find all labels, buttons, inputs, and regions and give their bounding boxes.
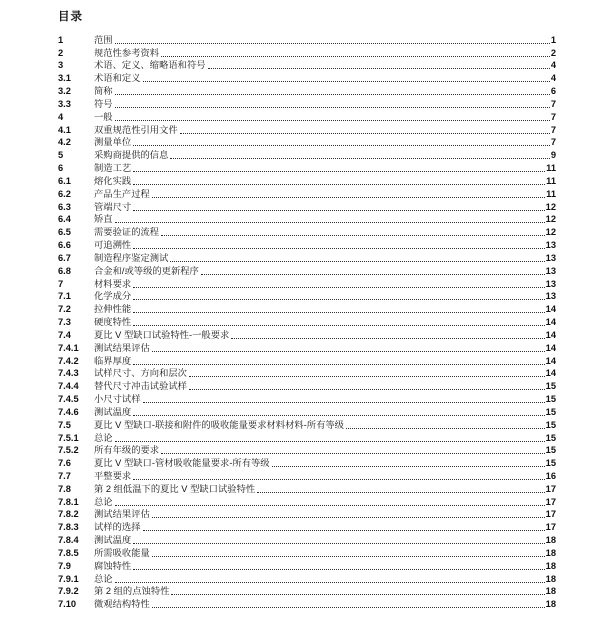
toc-entry-page: 1 [550,34,556,45]
dot-leader [115,441,545,442]
dot-leader [161,453,545,454]
toc-entry [58,315,556,328]
toc-entry-number: 6.3 [58,201,71,212]
toc-entry-page: 14 [545,329,556,340]
toc-entry-page: 18 [545,560,556,571]
toc-entry-title: 总论 [94,573,113,584]
toc-entry-title: 试样的选择 [94,522,141,533]
toc-entry-page: 13 [545,252,556,263]
toc-entry [58,392,556,405]
toc-entry-title: 夏比 V 型缺口-联接和附件的吸收能量要求材料材料-所有等级 [94,419,344,430]
toc-entry-number: 3.3 [58,98,71,109]
toc-entry-number: 7 [58,278,64,289]
toc-entry [58,290,556,303]
dot-leader [115,107,550,108]
toc-entry-number: 6.1 [58,175,71,186]
toc-entry-title: 化学成分 [94,291,132,302]
toc-entry-page: 15 [545,381,556,392]
dot-leader [231,338,544,339]
toc-entry-title: 测试结果评估 [94,509,150,520]
dot-leader [161,235,545,236]
toc-entry-number: 7.10 [58,599,77,610]
toc-entry-page: 12 [545,201,556,212]
toc-entry-page: 17 [545,509,556,520]
toc-entry-page: 4 [550,73,556,84]
toc-entry-number: 6.4 [58,214,71,225]
dot-leader [133,325,544,326]
dot-leader [152,517,545,518]
dot-leader [133,171,545,172]
toc-entry-page: 18 [545,547,556,558]
toc-entry [58,200,556,213]
toc-entry-title: 所有年级的要求 [94,445,160,456]
toc-list [58,33,556,610]
toc-entry-number: 5 [58,150,64,161]
toc-entry-page: 15 [545,458,556,469]
toc-entry [58,482,556,495]
toc-entry-page: 4 [550,60,556,71]
toc-entry-title: 硬度特性 [94,317,132,328]
toc-entry-title: 一般 [94,111,113,122]
dot-leader [133,543,544,544]
toc-entry [58,431,556,444]
toc-entry-title: 腐蚀特性 [94,560,132,571]
toc-entry-title: 符号 [94,98,113,109]
toc-entry [58,174,556,187]
toc-entry-number: 7.9.2 [58,586,79,597]
toc-entry-title: 总论 [94,496,113,507]
toc-entry [58,597,556,610]
toc-entry-number: 3.1 [58,73,71,84]
dot-leader [115,43,550,44]
toc-entry-page: 18 [545,599,556,610]
toc-entry [58,559,556,572]
dot-leader [346,428,545,429]
toc-entry-page: 15 [545,419,556,430]
toc-entry-title: 平整要求 [94,470,132,481]
toc-entry-title: 管端尺寸 [94,201,132,212]
toc-entry-title: 合金和/或等级的更新程序 [94,265,199,276]
toc-entry-page: 13 [545,278,556,289]
toc-entry [58,418,556,431]
toc-entry-page: 13 [545,240,556,251]
dot-leader [133,184,545,185]
toc-entry-number: 7.5.1 [58,432,79,443]
toc-entry-title: 需要验证的流程 [94,227,160,238]
dot-leader [170,158,549,159]
toc-entry-number: 6.8 [58,265,71,276]
toc-entry [58,367,556,380]
toc-entry-page: 14 [545,368,556,379]
toc-entry-page: 7 [550,137,556,148]
dot-leader [143,530,545,531]
dot-leader [115,505,545,506]
toc-entry-title: 小尺寸试样 [94,394,141,405]
toc-entry-title: 所需吸收能量 [94,547,150,558]
dot-leader [208,68,550,69]
toc-entry-page: 14 [545,317,556,328]
dot-leader [133,312,544,313]
toc-entry-page: 17 [545,483,556,494]
toc-entry [58,277,556,290]
toc-entry-title: 产品生产过程 [94,188,150,199]
toc-entry [58,110,556,123]
toc-entry-title: 测量单位 [94,137,132,148]
toc-entry-number: 7.8.4 [58,535,79,546]
toc-entry-title: 夏比 V 型缺口试验特性-一般要求 [94,329,230,340]
dot-leader [115,120,550,121]
dot-leader [133,287,544,288]
toc-entry-number: 7.8 [58,483,71,494]
toc-entry-title: 总论 [94,432,113,443]
toc-entry-title: 制造程序鉴定测试 [94,252,169,263]
toc-entry-number: 7.6 [58,458,71,469]
toc-entry-number: 7.4 [58,329,71,340]
toc-entry-number: 7.4.3 [58,368,79,379]
toc-entry [58,546,556,559]
toc-entry [58,251,556,264]
toc-entry-number: 7.9.1 [58,573,79,584]
toc-entry-title: 夏比 V 型缺口-管材吸收能量要求-所有等级 [94,458,270,469]
dot-leader [170,261,544,262]
toc-entry [58,520,556,533]
toc-entry-title: 采购商提供的信息 [94,150,169,161]
dot-leader [152,556,545,557]
toc-entry-number: 7.8.2 [58,509,79,520]
toc-entry-title: 测试温度 [94,535,132,546]
toc-entry [58,405,556,418]
toc-entry-page: 17 [545,522,556,533]
dot-leader [133,479,544,480]
toc-entry-number: 7.4.6 [58,406,79,417]
toc-entry-page: 7 [550,98,556,109]
toc-entry [58,572,556,585]
dot-leader [133,248,544,249]
toc-entry-number: 7.1 [58,291,71,302]
toc-entry-number: 7.5 [58,419,71,430]
toc-entry-title: 拉伸性能 [94,304,132,315]
toc-entry-number: 3 [58,60,64,71]
toc-entry-page: 18 [545,573,556,584]
toc-entry-page: 2 [550,47,556,58]
toc-entry-number: 2 [58,47,64,58]
dot-leader [189,376,545,377]
toc-entry-number: 6.6 [58,240,71,251]
toc-entry-number: 7.9 [58,560,71,571]
toc-entry-number: 3.2 [58,86,71,97]
toc-entry-page: 13 [545,291,556,302]
toc-entry-title: 简称 [94,86,113,97]
toc-entry-page: 13 [545,265,556,276]
dot-leader [189,389,545,390]
dot-leader [143,81,550,82]
toc-entry [58,59,556,72]
toc-entry-page: 12 [545,227,556,238]
toc-entry-number: 6 [58,163,64,174]
toc-entry-title: 双重规范性引用文件 [94,124,178,135]
toc-entry [58,341,556,354]
toc-entry-page: 11 [546,188,556,199]
toc-entry [58,264,556,277]
toc-entry-number: 7.8.1 [58,496,79,507]
toc-entry-number: 7.8.3 [58,522,79,533]
toc-entry-title: 术语、定义、缩略语和符号 [94,60,206,71]
toc-entry-title: 制造工艺 [94,163,132,174]
toc-entry-number: 1 [58,34,64,45]
toc-entry-title: 术语和定义 [94,73,141,84]
toc-entry-title: 可追溯性 [94,240,132,251]
toc-entry [58,469,556,482]
dot-leader [143,402,545,403]
toc-entry [58,46,556,59]
toc-entry-page: 9 [550,150,556,161]
toc-entry [58,585,556,598]
toc-entry [58,84,556,97]
toc-entry [58,71,556,84]
toc-entry-title: 替代尺寸冲击试验试样 [94,381,187,392]
toc-entry-page: 15 [545,432,556,443]
toc-entry-number: 4 [58,111,64,122]
toc-entry [58,508,556,521]
toc-entry-title: 第 2 组的点蚀特性 [94,586,170,597]
toc-entry-number: 7.4.2 [58,355,79,366]
toc-entry-page: 11 [546,163,556,174]
toc-entry [58,302,556,315]
toc-entry-title: 规范性参考资料 [94,47,160,58]
toc-entry [58,213,556,226]
toc-entry-number: 7.4.4 [58,381,79,392]
toc-entry-page: 7 [550,111,556,122]
toc-entry-title: 临界厚度 [94,355,132,366]
dot-leader [133,364,544,365]
toc-entry [58,225,556,238]
toc-entry-title: 材料要求 [94,278,132,289]
toc-entry-number: 7.7 [58,470,71,481]
dot-leader [115,222,545,223]
toc-entry-number: 6.2 [58,188,71,199]
toc-entry [58,136,556,149]
toc-entry [58,161,556,174]
toc-entry [58,379,556,392]
toc-entry [58,123,556,136]
dot-leader [133,415,544,416]
dot-leader [133,569,544,570]
toc-entry [58,148,556,161]
toc-entry-title: 熔化实践 [94,175,132,186]
toc-entry-title: 矫直 [94,214,113,225]
toc-entry-number: 7.4.5 [58,394,79,405]
dot-leader [152,607,545,608]
toc-entry-title: 第 2 组低温下的夏比 V 型缺口试验特性 [94,483,256,494]
toc-entry-title: 测试结果评估 [94,342,150,353]
toc-entry-number: 6.7 [58,252,71,263]
toc-entry-page: 14 [545,355,556,366]
toc-entry [58,495,556,508]
toc-entry [58,187,556,200]
toc-entry-page: 18 [545,586,556,597]
toc-entry-number: 7.2 [58,304,71,315]
toc-entry-number: 6.5 [58,227,71,238]
toc-entry-page: 6 [550,86,556,97]
toc-entry-title: 范围 [94,34,113,45]
dot-leader [152,197,545,198]
toc-entry [58,456,556,469]
dot-leader [152,351,545,352]
toc-entry-number: 7.4.1 [58,342,79,353]
toc-entry [58,533,556,546]
toc-entry [58,238,556,251]
toc-entry [58,354,556,367]
toc-entry-number: 4.2 [58,137,71,148]
dot-leader [133,210,544,211]
dot-leader [133,299,544,300]
dot-leader [272,466,545,467]
toc-entry-page: 17 [545,496,556,507]
dot-leader [201,274,545,275]
toc-entry-page: 18 [545,535,556,546]
toc-entry-page: 16 [545,470,556,481]
toc-entry [58,444,556,457]
toc-entry-page: 11 [546,175,556,186]
dot-leader [133,145,550,146]
toc-entry-number: 4.1 [58,124,71,135]
toc-entry-page: 14 [545,304,556,315]
toc-entry [58,328,556,341]
dot-leader [115,582,545,583]
dot-leader [161,56,550,57]
toc-entry-page: 12 [545,214,556,225]
toc-entry-number: 7.5.2 [58,445,79,456]
toc-entry-page: 15 [545,394,556,405]
toc-entry-page: 14 [545,342,556,353]
dot-leader [115,94,550,95]
toc-entry-page: 15 [545,445,556,456]
toc-entry-title: 微观结构特性 [94,599,150,610]
toc-entry [58,33,556,46]
toc-entry-number: 7.3 [58,317,71,328]
toc-entry-title: 测试温度 [94,406,132,417]
toc-entry-number: 7.8.5 [58,547,79,558]
dot-leader [257,492,544,493]
toc-entry-page: 7 [550,124,556,135]
dot-leader [171,594,544,595]
dot-leader [180,133,550,134]
page-title: 目录 [58,11,83,23]
toc-entry-title: 试样尺寸、方向和层次 [94,368,187,379]
toc-entry [58,97,556,110]
toc-entry-page: 15 [545,406,556,417]
